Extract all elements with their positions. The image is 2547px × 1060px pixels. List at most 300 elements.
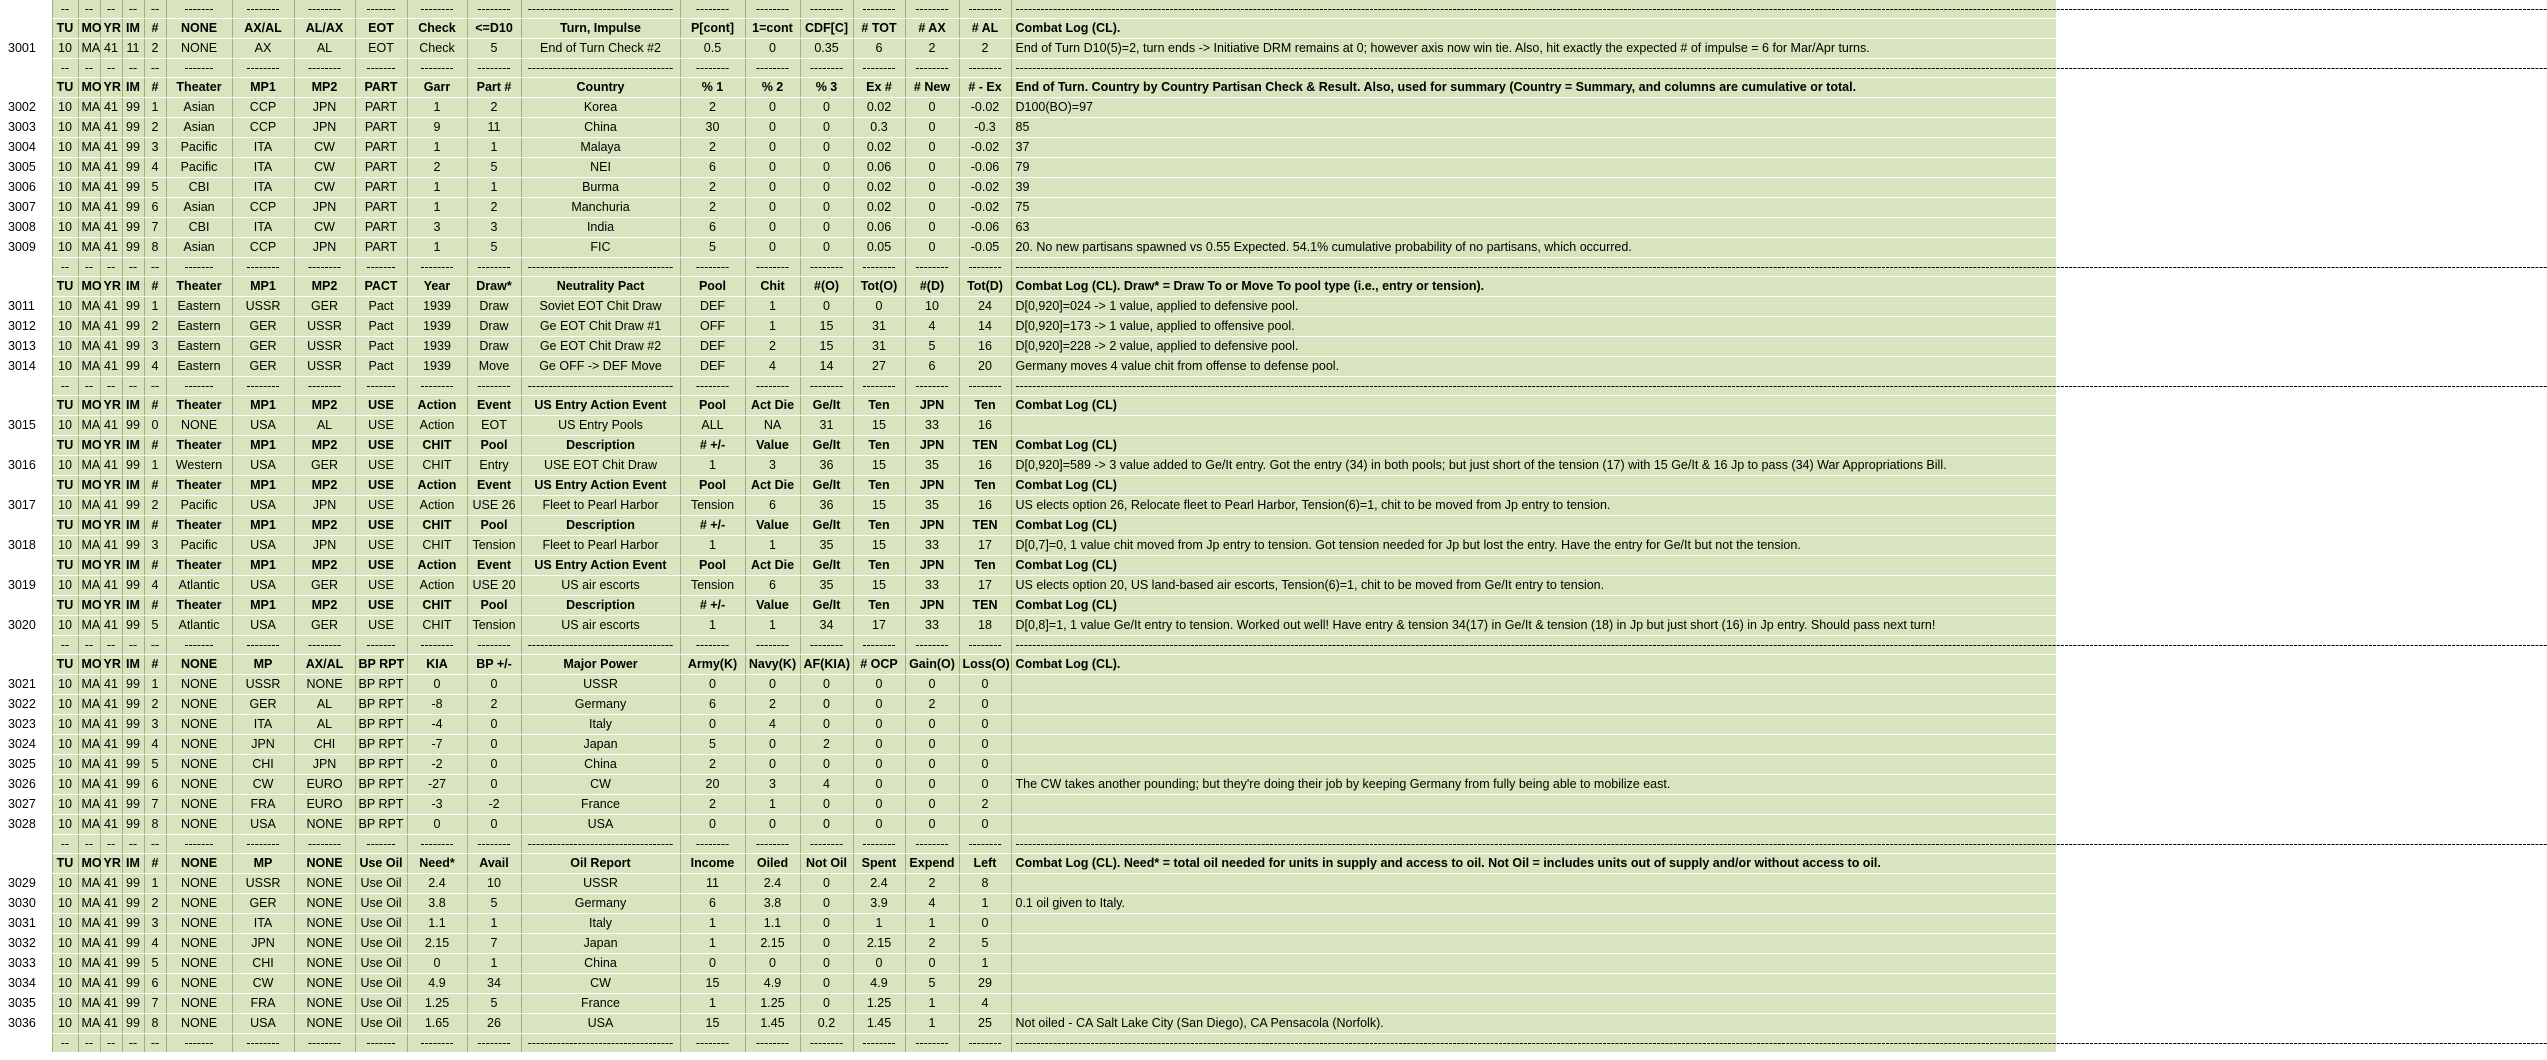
data-cell[interactable]: CW — [294, 138, 355, 158]
header-cell[interactable]: # AX — [905, 19, 959, 39]
data-cell[interactable]: 1 — [680, 456, 745, 476]
data-cell[interactable]: CCP — [232, 238, 294, 258]
data-cell[interactable]: 3 — [467, 218, 521, 238]
data-cell[interactable]: 2 — [144, 118, 166, 138]
data-cell[interactable]: Tension — [680, 576, 745, 596]
data-cell[interactable]: 4.9 — [745, 974, 800, 994]
data-cell[interactable]: Draw — [467, 337, 521, 357]
data-cell[interactable]: 99 — [122, 416, 144, 436]
data-cell[interactable]: GER — [232, 357, 294, 377]
log-header-cell[interactable]: Combat Log (CL). — [1011, 655, 2056, 675]
data-cell[interactable]: 2 — [905, 39, 959, 59]
data-cell[interactable]: DEF — [680, 297, 745, 317]
data-cell[interactable]: Draw — [467, 297, 521, 317]
data-cell[interactable]: Tension — [467, 536, 521, 556]
separator-cell[interactable]: -------- — [905, 835, 959, 854]
data-cell[interactable]: 3 — [144, 337, 166, 357]
header-cell[interactable]: TU — [52, 19, 78, 39]
header-cell[interactable]: MP2 — [294, 78, 355, 98]
data-cell[interactable]: 99 — [122, 874, 144, 894]
data-cell[interactable]: 0 — [853, 795, 905, 815]
separator-cell[interactable]: -------- — [959, 0, 1011, 19]
data-cell[interactable]: USA — [232, 815, 294, 835]
data-cell[interactable]: 2 — [800, 735, 853, 755]
header-cell[interactable]: JPN — [905, 396, 959, 416]
data-cell[interactable]: 33 — [905, 576, 959, 596]
header-cell[interactable]: Army(K) — [680, 655, 745, 675]
data-cell[interactable]: 1939 — [407, 357, 467, 377]
data-cell[interactable]: 41 — [100, 775, 122, 795]
separator-cell[interactable]: -------- — [959, 377, 1011, 396]
data-cell[interactable]: 1 — [745, 795, 800, 815]
data-cell[interactable]: 0 — [680, 675, 745, 695]
separator-cell[interactable]: -------- — [467, 636, 521, 655]
header-cell[interactable]: YR — [100, 78, 122, 98]
data-cell[interactable]: 1 — [144, 456, 166, 476]
data-cell[interactable]: 99 — [122, 456, 144, 476]
header-cell[interactable]: # AL — [959, 19, 1011, 39]
combat-log-cell[interactable] — [1011, 994, 2056, 1014]
separator-cell[interactable]: -- — [100, 1034, 122, 1053]
separator-cell[interactable]: -------- — [407, 1034, 467, 1053]
row-number[interactable]: 3002 — [0, 98, 52, 118]
data-cell[interactable]: 35 — [905, 456, 959, 476]
data-cell[interactable]: France — [521, 795, 680, 815]
header-cell[interactable]: Pool — [467, 596, 521, 616]
separator-cell[interactable]: -------- — [467, 835, 521, 854]
separator-cell[interactable]: -------- — [853, 377, 905, 396]
data-cell[interactable]: NONE — [166, 934, 232, 954]
data-cell[interactable]: 5 — [905, 337, 959, 357]
header-cell[interactable]: Income — [680, 854, 745, 874]
data-cell[interactable]: JPN — [294, 198, 355, 218]
header-cell[interactable]: Ten — [853, 556, 905, 576]
data-cell[interactable]: 3 — [745, 456, 800, 476]
data-cell[interactable]: Burma — [521, 178, 680, 198]
data-cell[interactable]: Pacific — [166, 138, 232, 158]
data-cell[interactable]: 8 — [144, 1014, 166, 1034]
data-cell[interactable]: 1 — [905, 1014, 959, 1034]
separator-cell[interactable]: -------- — [959, 1034, 1011, 1053]
data-cell[interactable]: Use Oil — [355, 874, 407, 894]
data-cell[interactable]: 31 — [853, 337, 905, 357]
header-cell[interactable]: Draw* — [467, 277, 521, 297]
row-number[interactable]: 3003 — [0, 118, 52, 138]
data-cell[interactable]: USA — [232, 576, 294, 596]
data-cell[interactable]: China — [521, 755, 680, 775]
header-cell[interactable]: MP1 — [232, 476, 294, 496]
data-cell[interactable]: 99 — [122, 715, 144, 735]
header-cell[interactable]: US Entry Action Event — [521, 556, 680, 576]
combat-log-cell[interactable]: D[0,920]=589 -> 3 value added to Ge/It entry. Got the entry (34) in both pools; but just short of the tension (17) with 15 Ge/It & 16 Jp to pass (34) War Appropriations Bill. — [1011, 456, 2056, 476]
separator-cell[interactable]: -------- — [745, 1034, 800, 1053]
separator-cell[interactable]: -------- — [680, 636, 745, 655]
combat-log-cell[interactable]: US elects option 26, Relocate fleet to Pearl Harbor, Tension(6)=1, chit to be moved from Jp entry to tension. — [1011, 496, 2056, 516]
data-cell[interactable]: 5 — [680, 735, 745, 755]
row-number[interactable]: 3023 — [0, 715, 52, 735]
header-cell[interactable]: CDF[C] — [800, 19, 853, 39]
data-cell[interactable]: 20 — [680, 775, 745, 795]
data-cell[interactable]: USE — [355, 496, 407, 516]
data-cell[interactable]: 10 — [52, 974, 78, 994]
data-cell[interactable]: NONE — [166, 755, 232, 775]
data-cell[interactable]: 0 — [905, 138, 959, 158]
header-cell[interactable]: YR — [100, 854, 122, 874]
data-cell[interactable]: 16 — [959, 337, 1011, 357]
separator-cell[interactable]: -------- — [905, 636, 959, 655]
separator-cell[interactable]: -------- — [853, 835, 905, 854]
header-cell[interactable]: YR — [100, 516, 122, 536]
data-cell[interactable]: 0 — [853, 297, 905, 317]
separator-cell[interactable]: -------- — [294, 636, 355, 655]
data-cell[interactable]: 10 — [467, 874, 521, 894]
data-cell[interactable]: BP RPT — [355, 815, 407, 835]
header-cell[interactable]: MP1 — [232, 78, 294, 98]
separator-cell[interactable]: ----------------------------------- — [521, 636, 680, 655]
data-cell[interactable]: 2 — [680, 138, 745, 158]
log-header-cell[interactable]: Combat Log (CL) — [1011, 596, 2056, 616]
separator-cell[interactable]: -------- — [232, 1034, 294, 1053]
data-cell[interactable]: 1 — [407, 138, 467, 158]
separator-cell[interactable]: -------------------------------------------------------------------------------------------------------------------------------------------------------------------------------------------------------------------------------------------------------------------------------------------------------------------------------------------------------------------------------- — [1011, 636, 2056, 655]
row-number[interactable]: 3025 — [0, 755, 52, 775]
data-cell[interactable]: 1 — [680, 914, 745, 934]
separator-cell[interactable]: -------- — [467, 1034, 521, 1053]
data-cell[interactable]: 1 — [407, 178, 467, 198]
data-cell[interactable]: 10 — [52, 815, 78, 835]
combat-log-cell[interactable]: Not oiled - CA Salt Lake City (San Diego), CA Pensacola (Norfolk). — [1011, 1014, 2056, 1034]
data-cell[interactable]: 41 — [100, 178, 122, 198]
data-cell[interactable]: 1 — [144, 675, 166, 695]
data-cell[interactable]: USE 26 — [467, 496, 521, 516]
header-cell[interactable]: BP RPT — [355, 655, 407, 675]
combat-log-cell[interactable] — [1011, 874, 2056, 894]
header-cell[interactable]: # — [144, 78, 166, 98]
data-cell[interactable]: 15 — [853, 576, 905, 596]
data-cell[interactable]: 15 — [800, 317, 853, 337]
header-cell[interactable]: YR — [100, 19, 122, 39]
header-cell[interactable]: USE — [355, 516, 407, 536]
row-number[interactable]: 3019 — [0, 576, 52, 596]
data-cell[interactable]: 0.02 — [853, 198, 905, 218]
data-cell[interactable]: 6 — [144, 198, 166, 218]
row-number[interactable] — [0, 377, 52, 396]
data-cell[interactable]: 10 — [52, 755, 78, 775]
header-cell[interactable]: Description — [521, 436, 680, 456]
header-cell[interactable]: Theater — [166, 78, 232, 98]
data-cell[interactable]: 10 — [52, 735, 78, 755]
data-cell[interactable]: 0 — [853, 775, 905, 795]
data-cell[interactable]: Ge EOT Chit Draw #2 — [521, 337, 680, 357]
header-cell[interactable]: MO — [78, 78, 100, 98]
header-cell[interactable]: MP — [232, 655, 294, 675]
data-cell[interactable]: 0 — [800, 795, 853, 815]
data-cell[interactable]: Atlantic — [166, 576, 232, 596]
data-cell[interactable]: CHIT — [407, 456, 467, 476]
data-cell[interactable]: China — [521, 118, 680, 138]
data-cell[interactable]: Entry — [467, 456, 521, 476]
header-cell[interactable]: Ten — [853, 436, 905, 456]
header-cell[interactable]: TEN — [959, 436, 1011, 456]
data-cell[interactable]: 3 — [144, 138, 166, 158]
row-number[interactable]: 3007 — [0, 198, 52, 218]
header-cell[interactable]: USE — [355, 436, 407, 456]
data-cell[interactable]: Use Oil — [355, 894, 407, 914]
header-cell[interactable]: Description — [521, 516, 680, 536]
header-cell[interactable]: AX/AL — [232, 19, 294, 39]
data-cell[interactable]: USE — [355, 456, 407, 476]
data-cell[interactable]: 99 — [122, 357, 144, 377]
header-cell[interactable]: # TOT — [853, 19, 905, 39]
data-cell[interactable]: Use Oil — [355, 1014, 407, 1034]
header-cell[interactable]: Action — [407, 396, 467, 416]
data-cell[interactable]: 99 — [122, 158, 144, 178]
data-cell[interactable]: 10 — [52, 695, 78, 715]
data-cell[interactable]: 6 — [680, 695, 745, 715]
header-cell[interactable]: Avail — [467, 854, 521, 874]
header-cell[interactable]: MP1 — [232, 596, 294, 616]
data-cell[interactable]: -7 — [407, 735, 467, 755]
data-cell[interactable]: 99 — [122, 496, 144, 516]
header-cell[interactable]: IM — [122, 78, 144, 98]
log-header-cell[interactable]: Combat Log (CL) — [1011, 476, 2056, 496]
header-cell[interactable]: % 2 — [745, 78, 800, 98]
data-cell[interactable]: 0 — [800, 98, 853, 118]
header-cell[interactable]: Pool — [467, 436, 521, 456]
data-cell[interactable]: 2 — [144, 317, 166, 337]
data-cell[interactable]: USSR — [521, 675, 680, 695]
row-number[interactable]: 3021 — [0, 675, 52, 695]
data-cell[interactable]: 1 — [905, 914, 959, 934]
data-cell[interactable]: 99 — [122, 675, 144, 695]
header-cell[interactable]: MO — [78, 556, 100, 576]
data-cell[interactable]: 1939 — [407, 317, 467, 337]
data-cell[interactable]: 41 — [100, 337, 122, 357]
header-cell[interactable]: Theater — [166, 596, 232, 616]
data-cell[interactable]: 0 — [467, 755, 521, 775]
row-number[interactable] — [0, 1034, 52, 1053]
data-cell[interactable]: -0.06 — [959, 158, 1011, 178]
data-cell[interactable]: USA — [232, 616, 294, 636]
data-cell[interactable]: Pact — [355, 317, 407, 337]
header-cell[interactable]: TU — [52, 655, 78, 675]
header-cell[interactable]: Chit — [745, 277, 800, 297]
data-cell[interactable]: 14 — [959, 317, 1011, 337]
data-cell[interactable]: NONE — [294, 914, 355, 934]
data-cell[interactable]: 99 — [122, 914, 144, 934]
data-cell[interactable]: 35 — [905, 496, 959, 516]
header-cell[interactable]: MP2 — [294, 277, 355, 297]
data-cell[interactable]: CBI — [166, 178, 232, 198]
header-cell[interactable]: MP2 — [294, 476, 355, 496]
separator-cell[interactable]: -- — [78, 258, 100, 277]
data-cell[interactable]: 1.25 — [407, 994, 467, 1014]
data-cell[interactable]: 0 — [467, 675, 521, 695]
separator-cell[interactable]: -- — [144, 636, 166, 655]
header-cell[interactable]: Event — [467, 556, 521, 576]
header-cell[interactable]: IM — [122, 556, 144, 576]
data-cell[interactable]: 6 — [745, 496, 800, 516]
data-cell[interactable]: 2 — [467, 98, 521, 118]
data-cell[interactable]: GER — [232, 695, 294, 715]
data-cell[interactable]: USA — [232, 456, 294, 476]
data-cell[interactable]: 0 — [800, 118, 853, 138]
header-cell[interactable]: Theater — [166, 396, 232, 416]
data-cell[interactable]: USE — [355, 616, 407, 636]
data-cell[interactable]: NONE — [166, 675, 232, 695]
header-cell[interactable]: # — [144, 476, 166, 496]
combat-log-cell[interactable]: D[0,7]=0, 1 value chit moved from Jp entry to tension. Got tension needed for Jp but lost the entry. Have the entry for Ge/It but not the tension. — [1011, 536, 2056, 556]
data-cell[interactable]: 4 — [905, 317, 959, 337]
row-number[interactable] — [0, 78, 52, 98]
data-cell[interactable]: 35 — [800, 536, 853, 556]
data-cell[interactable]: 41 — [100, 695, 122, 715]
data-cell[interactable]: 34 — [467, 974, 521, 994]
data-cell[interactable]: MA — [78, 456, 100, 476]
data-cell[interactable]: US air escorts — [521, 616, 680, 636]
data-cell[interactable]: 10 — [52, 1014, 78, 1034]
data-cell[interactable]: 0 — [745, 815, 800, 835]
data-cell[interactable]: 10 — [52, 297, 78, 317]
row-number[interactable]: 3006 — [0, 178, 52, 198]
data-cell[interactable]: 7 — [144, 795, 166, 815]
data-cell[interactable]: 41 — [100, 974, 122, 994]
header-cell[interactable]: # New — [905, 78, 959, 98]
data-cell[interactable]: 0 — [905, 178, 959, 198]
data-cell[interactable]: 17 — [959, 576, 1011, 596]
separator-cell[interactable]: ----------------------------------- — [521, 377, 680, 396]
data-cell[interactable]: MA — [78, 974, 100, 994]
data-cell[interactable]: EOT — [467, 416, 521, 436]
header-cell[interactable]: Ge/It — [800, 556, 853, 576]
data-cell[interactable]: 1 — [745, 317, 800, 337]
header-cell[interactable]: YR — [100, 396, 122, 416]
data-cell[interactable]: 2 — [407, 158, 467, 178]
data-cell[interactable]: NONE — [166, 894, 232, 914]
data-cell[interactable]: 1 — [853, 914, 905, 934]
separator-cell[interactable]: -- — [52, 1034, 78, 1053]
separator-cell[interactable]: -- — [78, 59, 100, 78]
data-cell[interactable]: MA — [78, 317, 100, 337]
header-cell[interactable]: USE — [355, 476, 407, 496]
header-cell[interactable]: TEN — [959, 516, 1011, 536]
header-cell[interactable]: Part # — [467, 78, 521, 98]
data-cell[interactable]: 0 — [853, 675, 905, 695]
data-cell[interactable]: 14 — [800, 357, 853, 377]
data-cell[interactable]: JPN — [294, 118, 355, 138]
data-cell[interactable]: NONE — [166, 416, 232, 436]
separator-cell[interactable]: -------- — [294, 0, 355, 19]
separator-cell[interactable]: -------------------------------------------------------------------------------------------------------------------------------------------------------------------------------------------------------------------------------------------------------------------------------------------------------------------------------------------------------------------------------- — [1011, 0, 2056, 19]
data-cell[interactable]: -2 — [467, 795, 521, 815]
header-cell[interactable]: # — [144, 516, 166, 536]
separator-cell[interactable]: -------- — [407, 258, 467, 277]
data-cell[interactable]: 1 — [959, 894, 1011, 914]
separator-cell[interactable]: -------- — [800, 835, 853, 854]
header-cell[interactable]: Ten — [853, 476, 905, 496]
data-cell[interactable]: 3 — [745, 775, 800, 795]
data-cell[interactable]: 4.9 — [853, 974, 905, 994]
header-cell[interactable]: Pool — [467, 516, 521, 536]
data-cell[interactable]: 2.4 — [745, 874, 800, 894]
data-cell[interactable]: BP RPT — [355, 795, 407, 815]
data-cell[interactable]: 3.8 — [407, 894, 467, 914]
separator-cell[interactable]: -- — [100, 636, 122, 655]
data-cell[interactable]: 15 — [853, 416, 905, 436]
row-number[interactable] — [0, 636, 52, 655]
data-cell[interactable]: 0 — [144, 416, 166, 436]
separator-cell[interactable]: -- — [52, 636, 78, 655]
separator-cell[interactable]: -- — [78, 377, 100, 396]
separator-cell[interactable]: -- — [78, 835, 100, 854]
data-cell[interactable]: 6 — [853, 39, 905, 59]
data-cell[interactable]: 0 — [959, 735, 1011, 755]
data-cell[interactable]: 0 — [680, 815, 745, 835]
data-cell[interactable]: DEF — [680, 337, 745, 357]
data-cell[interactable]: 10 — [52, 357, 78, 377]
separator-cell[interactable]: -- — [122, 377, 144, 396]
separator-cell[interactable]: -------- — [232, 258, 294, 277]
data-cell[interactable]: 5 — [144, 616, 166, 636]
data-cell[interactable]: PART — [355, 118, 407, 138]
data-cell[interactable]: 2 — [745, 695, 800, 715]
separator-cell[interactable]: -- — [78, 636, 100, 655]
separator-cell[interactable]: ------- — [166, 258, 232, 277]
data-cell[interactable]: CCP — [232, 98, 294, 118]
header-cell[interactable]: Ten — [853, 516, 905, 536]
header-cell[interactable]: Pool — [680, 277, 745, 297]
data-cell[interactable]: 0 — [959, 755, 1011, 775]
header-cell[interactable]: Value — [745, 436, 800, 456]
separator-cell[interactable]: -- — [100, 835, 122, 854]
data-cell[interactable]: CW — [232, 974, 294, 994]
data-cell[interactable]: 3 — [144, 715, 166, 735]
header-cell[interactable]: Ten — [853, 396, 905, 416]
data-cell[interactable]: NONE — [166, 39, 232, 59]
separator-cell[interactable]: -------- — [232, 377, 294, 396]
data-cell[interactable]: 9 — [407, 118, 467, 138]
combat-log-cell[interactable] — [1011, 815, 2056, 835]
data-cell[interactable]: 0 — [745, 158, 800, 178]
separator-cell[interactable]: -------- — [853, 1034, 905, 1053]
separator-cell[interactable]: -------- — [853, 0, 905, 19]
data-cell[interactable]: Action — [407, 496, 467, 516]
data-cell[interactable]: 0 — [905, 775, 959, 795]
data-cell[interactable]: USSR — [232, 297, 294, 317]
combat-log-cell[interactable] — [1011, 675, 2056, 695]
header-cell[interactable]: Ex # — [853, 78, 905, 98]
header-cell[interactable]: MP1 — [232, 277, 294, 297]
data-cell[interactable]: Japan — [521, 735, 680, 755]
separator-cell[interactable]: -------- — [680, 377, 745, 396]
header-cell[interactable]: Pool — [680, 556, 745, 576]
data-cell[interactable]: 1 — [959, 954, 1011, 974]
data-cell[interactable]: 41 — [100, 536, 122, 556]
header-cell[interactable]: Neutrality Pact — [521, 277, 680, 297]
data-cell[interactable]: 2 — [959, 39, 1011, 59]
data-cell[interactable]: 0 — [800, 675, 853, 695]
header-cell[interactable]: Ge/It — [800, 436, 853, 456]
data-cell[interactable]: 0 — [959, 914, 1011, 934]
separator-cell[interactable]: -------- — [959, 636, 1011, 655]
data-cell[interactable]: Fleet to Pearl Harbor — [521, 496, 680, 516]
data-cell[interactable]: Asian — [166, 238, 232, 258]
data-cell[interactable]: MA — [78, 218, 100, 238]
data-cell[interactable]: 0 — [853, 954, 905, 974]
data-cell[interactable]: 2 — [144, 496, 166, 516]
data-cell[interactable]: JPN — [294, 536, 355, 556]
data-cell[interactable]: 15 — [853, 456, 905, 476]
